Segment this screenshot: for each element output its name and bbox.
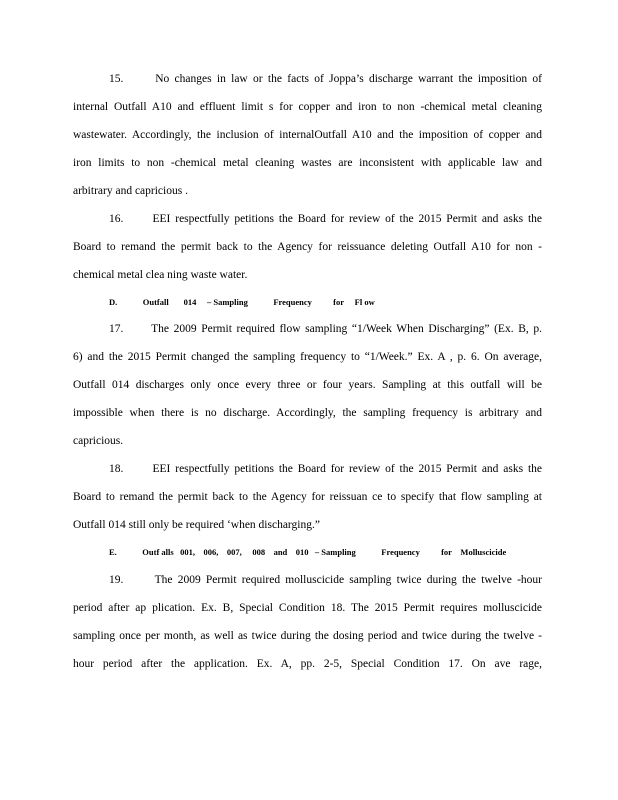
- paragraph-16-line-2: Board to remand the permit back to the Agency for reissuance deleting Outfall A10 for non -: [73, 241, 542, 253]
- paragraph-17-line-2: 6) and the 2015 Permit changed the sampling frequency to “1/Week.” Ex. A , p. 6. On average,: [73, 351, 542, 363]
- paragraph-16-line-3: chemical metal clea ning waste water.: [73, 269, 248, 281]
- paragraph-19-line-1: 19. The 2009 Permit required molluscicide sampling twice during the twelve -hour: [109, 574, 542, 586]
- section-heading-d: D. Outfall 014 – Sampling Frequency for Fl ow: [109, 297, 375, 307]
- paragraph-15-line-1: 15. No changes in law or the facts of Joppa’s discharge warrant the imposition of: [109, 73, 542, 85]
- paragraph-15-line-2: internal Outfall A10 and effluent limit s for copper and iron to non -chemical metal cleaning: [73, 101, 542, 113]
- paragraph-17-line-1: 17. The 2009 Permit required flow sampling “1/Week When Discharging” (Ex. B, p.: [109, 323, 542, 335]
- paragraph-17-line-3: Outfall 014 discharges only once every three or four years. Sampling at this outfall will be: [73, 379, 542, 391]
- paragraph-18-line-1: 18. EEI respectfully petitions the Board for review of the 2015 Permit and asks the: [109, 463, 542, 475]
- paragraph-17-line-4: impossible when there is no discharge. Accordingly, the sampling frequency is arbitrary and: [73, 407, 542, 419]
- paragraph-17-line-5: capricious.: [73, 435, 124, 447]
- paragraph-15-line-3: wastewater. Accordingly, the inclusion of internalOutfall A10 and the imposition of copper and: [73, 129, 542, 141]
- paragraph-19-line-2: period after ap plication. Ex. B, Special Condition 18. The 2015 Permit requires molluscicide: [73, 602, 542, 614]
- paragraph-18-line-2: Board to remand the permit back to the Agency for reissuan ce to specify that flow sampling at: [73, 491, 542, 503]
- paragraph-15-line-5: arbitrary and capricious .: [73, 185, 188, 197]
- paragraph-19-line-3: sampling once per month, as well as twice during the dosing period and twice during the twelve -: [73, 630, 542, 642]
- section-heading-e: E. Outf alls 001, 006, 007, 008 and 010 – Sampling Frequency for Molluscicide: [109, 547, 507, 557]
- paragraph-15-line-4: iron limits to non -chemical metal cleaning wastes are inconsistent with applicable law and: [73, 157, 542, 169]
- paragraph-19-line-4: hour period after the application. Ex. A, pp. 2-5, Special Condition 17. On ave rage,: [73, 658, 542, 670]
- paragraph-18-line-3: Outfall 014 still only be required ‘when discharging.”: [73, 519, 320, 531]
- paragraph-16-line-1: 16. EEI respectfully petitions the Board for review of the 2015 Permit and asks the: [109, 213, 542, 225]
